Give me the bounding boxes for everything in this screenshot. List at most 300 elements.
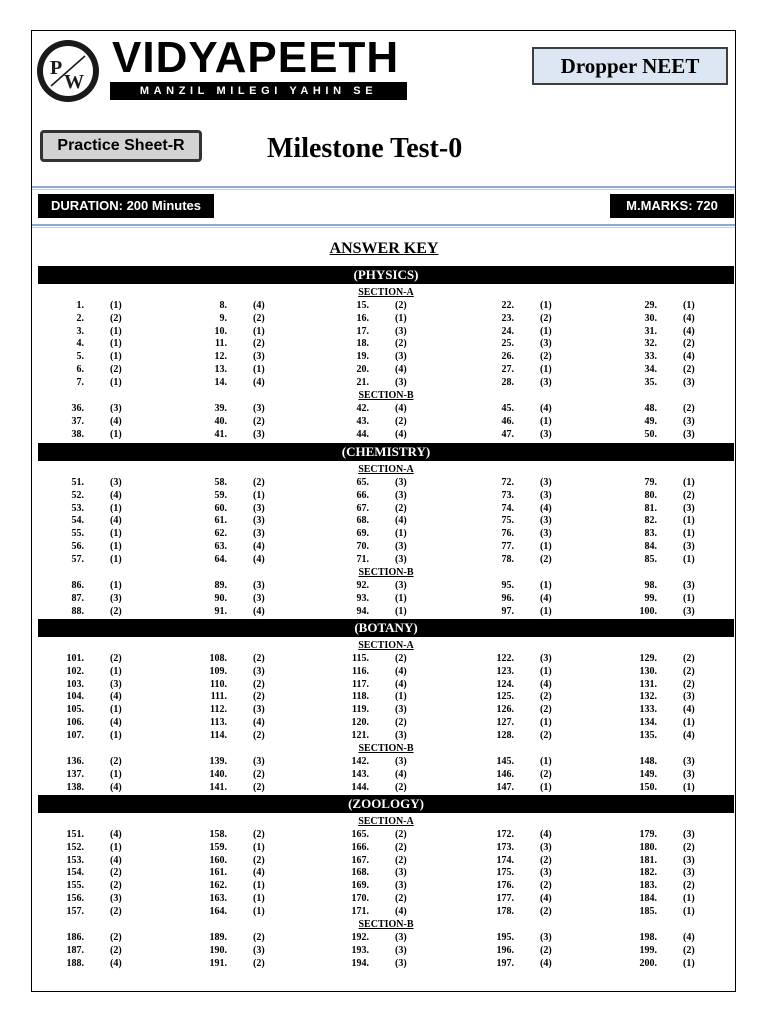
answer-option: (4) (540, 957, 552, 969)
answer-option: (3) (395, 580, 407, 592)
question-number: 192. (351, 932, 369, 944)
section-a-label: SECTION-A (358, 464, 414, 475)
answer-option: (3) (395, 477, 407, 488)
answer-option: (3) (683, 854, 695, 866)
question-number: 9. (219, 312, 227, 324)
answer-option: (3) (395, 325, 407, 337)
answer-option: (2) (540, 553, 552, 565)
question-number: 104. (66, 691, 84, 703)
question-number: 25. (501, 338, 514, 350)
answer-option: (3) (683, 376, 695, 388)
section-b-label: SECTION-B (358, 919, 414, 931)
answer-option: (1) (253, 905, 265, 917)
answer-option: (2) (253, 477, 265, 488)
question-number: 157. (66, 905, 84, 917)
question-number: 147. (496, 781, 514, 793)
question-number: 73. (501, 489, 514, 501)
question-number: 55. (71, 528, 84, 540)
question-number: 44. (356, 428, 369, 440)
answer-option: (1) (110, 580, 122, 592)
answer-option: (1) (683, 717, 695, 728)
question-number: 12. (214, 351, 227, 363)
question-number: 37. (71, 415, 84, 427)
header-divider-top-thin (32, 189, 735, 190)
answer-option: (1) (110, 665, 122, 677)
answer-option: (2) (395, 841, 407, 853)
question-number: 48. (644, 403, 657, 415)
question-number: 7. (76, 376, 84, 388)
question-number: 183. (639, 880, 657, 892)
section-a-label: SECTION-A (358, 287, 414, 298)
question-number: 151. (66, 829, 84, 840)
answer-option: (4) (110, 515, 122, 527)
question-number: 135. (639, 729, 657, 741)
answer-option: (2) (683, 944, 695, 956)
question-number: 181. (639, 854, 657, 866)
answer-option: (1) (540, 325, 552, 337)
answer-option: (2) (395, 781, 407, 793)
answer-option: (4) (683, 351, 695, 363)
question-number: 69. (356, 528, 369, 540)
answer-option: (2) (110, 905, 122, 917)
answer-option: (2) (253, 768, 265, 780)
answer-option: (2) (395, 893, 407, 904)
answer-option: (2) (540, 944, 552, 956)
question-number: 111. (210, 691, 227, 703)
question-number: 159. (209, 841, 227, 853)
question-number: 171. (351, 905, 369, 917)
answer-option: (3) (683, 580, 695, 592)
answer-option: (4) (540, 829, 552, 840)
answer-option: (2) (683, 489, 695, 501)
answer-option: (3) (110, 678, 122, 690)
question-number: 114. (210, 729, 227, 741)
question-number: 118. (352, 691, 369, 703)
answer-option: (2) (395, 338, 407, 350)
header-divider-top (32, 186, 735, 188)
question-number: 172. (496, 829, 514, 840)
question-number: 46. (501, 415, 514, 427)
subject-header-bar: (PHYSICS) (38, 266, 734, 284)
question-number: 189. (209, 932, 227, 944)
answer-option: (2) (540, 704, 552, 716)
batch-badge: Dropper NEET (532, 47, 728, 85)
question-number: 27. (501, 364, 514, 375)
question-number: 70. (356, 541, 369, 552)
answer-option: (3) (540, 528, 552, 540)
question-number: 140. (209, 768, 227, 780)
question-number: 150. (639, 781, 657, 793)
question-number: 72. (501, 477, 514, 488)
section-a-label: SECTION-A (358, 640, 414, 651)
answer-option: (3) (395, 867, 407, 879)
question-number: 10. (214, 325, 227, 337)
answer-key-title: ANSWER KEY (329, 240, 439, 257)
question-number: 41. (214, 428, 227, 440)
answer-option: (4) (395, 665, 407, 677)
question-number: 168. (351, 867, 369, 879)
answer-option: (3) (683, 867, 695, 879)
answer-option: (4) (540, 403, 552, 415)
answer-option: (3) (395, 351, 407, 363)
question-number: 167. (351, 854, 369, 866)
question-number: 63. (214, 541, 227, 552)
answer-option: (1) (110, 428, 122, 440)
answer-option: (3) (110, 477, 122, 488)
question-number: 136. (66, 756, 84, 768)
answer-option: (1) (395, 605, 407, 617)
question-number: 184. (639, 893, 657, 904)
answer-option: (3) (253, 944, 265, 956)
answer-option: (1) (110, 841, 122, 853)
question-number: 90. (214, 592, 227, 604)
answer-option: (4) (253, 605, 265, 617)
answer-option: (4) (683, 704, 695, 716)
question-number: 154. (66, 867, 84, 879)
question-number: 34. (644, 364, 657, 375)
question-number: 177. (496, 893, 514, 904)
question-number: 142. (351, 756, 369, 768)
answer-option: (2) (110, 312, 122, 324)
max-marks-box: M.MARKS: 720 (610, 194, 734, 218)
answer-option: (1) (110, 351, 122, 363)
question-number: 121. (351, 729, 369, 741)
answer-option: (1) (253, 325, 265, 337)
answer-option: (4) (110, 691, 122, 703)
answer-option: (2) (395, 829, 407, 840)
answer-option: (3) (253, 756, 265, 768)
answer-option: (1) (110, 300, 122, 311)
answer-option: (4) (540, 678, 552, 690)
answer-option: (3) (540, 841, 552, 853)
question-number: 116. (352, 665, 369, 677)
answer-option: (4) (253, 541, 265, 552)
answer-option: (3) (253, 515, 265, 527)
question-number: 91. (214, 605, 227, 617)
question-number: 81. (644, 502, 657, 514)
duration-box: DURATION: 200 Minutes (38, 194, 214, 218)
question-number: 52. (71, 489, 84, 501)
question-number: 43. (356, 415, 369, 427)
question-number: 86. (71, 580, 84, 592)
answer-option: (4) (253, 867, 265, 879)
answer-option: (2) (683, 678, 695, 690)
answer-option: (2) (683, 841, 695, 853)
answer-option: (1) (540, 665, 552, 677)
question-number: 106. (66, 717, 84, 728)
question-number: 126. (496, 704, 514, 716)
answer-option: (2) (253, 957, 265, 969)
question-number: 173. (496, 841, 514, 853)
question-number: 109. (209, 665, 227, 677)
question-number: 95. (501, 580, 514, 592)
question-number: 58. (214, 477, 227, 488)
question-number: 174. (496, 854, 514, 866)
question-number: 65. (356, 477, 369, 488)
answer-option: (3) (683, 605, 695, 617)
answer-option: (3) (540, 515, 552, 527)
answer-option: (3) (540, 428, 552, 440)
question-number: 59. (214, 489, 227, 501)
answer-option: (4) (395, 905, 407, 917)
question-number: 67. (356, 502, 369, 514)
question-number: 164. (209, 905, 227, 917)
question-number: 185. (639, 905, 657, 917)
question-number: 38. (71, 428, 84, 440)
answer-option: (3) (253, 351, 265, 363)
answer-option: (1) (253, 841, 265, 853)
question-number: 84. (644, 541, 657, 552)
answer-option: (1) (683, 553, 695, 565)
answer-option: (3) (540, 489, 552, 501)
question-number: 108. (209, 653, 227, 664)
question-number: 18. (356, 338, 369, 350)
question-number: 145. (496, 756, 514, 768)
question-number: 82. (644, 515, 657, 527)
answer-option: (2) (683, 403, 695, 415)
question-number: 113. (210, 717, 227, 728)
question-number: 162. (209, 880, 227, 892)
question-number: 21. (356, 376, 369, 388)
answer-option: (2) (110, 653, 122, 664)
answer-option: (3) (683, 756, 695, 768)
question-number: 19. (356, 351, 369, 363)
question-number: 180. (639, 841, 657, 853)
subject-header-bar: (ZOOLOGY) (38, 795, 734, 813)
answer-option: (3) (253, 428, 265, 440)
question-number: 132. (639, 691, 657, 703)
question-number: 100. (639, 605, 657, 617)
answer-option: (1) (683, 300, 695, 311)
answer-option: (1) (540, 717, 552, 728)
question-number: 98. (644, 580, 657, 592)
question-number: 39. (214, 403, 227, 415)
answer-option: (2) (395, 854, 407, 866)
answer-option: (3) (395, 729, 407, 741)
subject-header-bar: (CHEMISTRY) (38, 443, 734, 461)
answer-option: (2) (110, 605, 122, 617)
header-divider-bottom (32, 224, 735, 226)
question-number: 61. (214, 515, 227, 527)
answer-option: (3) (395, 541, 407, 552)
answer-option: (1) (683, 893, 695, 904)
test-title: Milestone Test-0 (267, 133, 463, 164)
answer-option: (2) (253, 415, 265, 427)
answer-option: (1) (683, 905, 695, 917)
question-number: 107. (66, 729, 84, 741)
question-number: 170. (351, 893, 369, 904)
svg-text:W: W (64, 71, 84, 93)
answer-option: (2) (253, 781, 265, 793)
answer-option: (3) (395, 553, 407, 565)
question-number: 182. (639, 867, 657, 879)
answer-option: (2) (253, 678, 265, 690)
answer-option: (2) (253, 854, 265, 866)
question-number: 66. (356, 489, 369, 501)
question-number: 130. (639, 665, 657, 677)
answer-option: (2) (253, 829, 265, 840)
question-number: 125. (496, 691, 514, 703)
answer-option: (3) (395, 704, 407, 716)
answer-option: (3) (253, 592, 265, 604)
question-number: 71. (356, 553, 369, 565)
question-number: 54. (71, 515, 84, 527)
question-number: 197. (496, 957, 514, 969)
question-number: 53. (71, 502, 84, 514)
question-number: 83. (644, 528, 657, 540)
question-number: 120. (351, 717, 369, 728)
answer-option: (2) (683, 338, 695, 350)
answer-option: (1) (540, 364, 552, 375)
question-number: 110. (210, 678, 227, 690)
answer-option: (3) (683, 502, 695, 514)
question-number: 50. (644, 428, 657, 440)
answer-option: (4) (540, 592, 552, 604)
answer-option: (2) (540, 854, 552, 866)
question-number: 24. (501, 325, 514, 337)
answer-option: (2) (683, 364, 695, 375)
question-number: 161. (209, 867, 227, 879)
answer-option: (2) (253, 312, 265, 324)
answer-option: (4) (683, 325, 695, 337)
answer-option: (1) (683, 515, 695, 527)
answer-option: (2) (395, 502, 407, 514)
question-number: 47. (501, 428, 514, 440)
question-number: 4. (76, 338, 84, 350)
answer-option: (4) (110, 489, 122, 501)
answer-option: (1) (540, 781, 552, 793)
question-number: 26. (501, 351, 514, 363)
question-number: 143. (351, 768, 369, 780)
question-number: 112. (210, 704, 227, 716)
svg-text:P: P (50, 57, 63, 79)
answer-option: (2) (253, 729, 265, 741)
answer-option: (2) (253, 338, 265, 350)
question-number: 87. (71, 592, 84, 604)
question-number: 78. (501, 553, 514, 565)
answer-option: (1) (540, 541, 552, 552)
question-number: 139. (209, 756, 227, 768)
section-b-label: SECTION-B (358, 743, 414, 755)
section-b-label: SECTION-B (358, 567, 414, 579)
question-number: 153. (66, 854, 84, 866)
answer-option: (4) (110, 781, 122, 793)
question-number: 80. (644, 489, 657, 501)
question-number: 17. (356, 325, 369, 337)
question-number: 14. (214, 376, 227, 388)
answer-option: (4) (253, 553, 265, 565)
answer-option: (3) (395, 957, 407, 969)
answer-option: (1) (683, 528, 695, 540)
question-number: 77. (501, 541, 514, 552)
answer-option: (1) (683, 477, 695, 488)
question-number: 75. (501, 515, 514, 527)
question-number: 105. (66, 704, 84, 716)
answer-option: (1) (540, 605, 552, 617)
question-number: 28. (501, 376, 514, 388)
answer-option: (3) (253, 528, 265, 540)
answer-option: (4) (253, 717, 265, 728)
question-number: 74. (501, 502, 514, 514)
question-number: 158. (209, 829, 227, 840)
question-number: 134. (639, 717, 657, 728)
answer-option: (3) (540, 338, 552, 350)
answer-option: (3) (110, 403, 122, 415)
question-number: 88. (71, 605, 84, 617)
subject-header-bar: (BOTANY) (38, 619, 734, 637)
question-number: 122. (496, 653, 514, 664)
answer-option: (3) (395, 376, 407, 388)
answer-option: (4) (683, 729, 695, 741)
question-number: 101. (66, 653, 84, 664)
answer-option: (2) (110, 932, 122, 944)
answer-option: (1) (540, 300, 552, 311)
question-number: 117. (352, 678, 369, 690)
answer-option: (1) (253, 880, 265, 892)
header-divider-bottom-thin (32, 227, 735, 228)
answer-option: (3) (683, 691, 695, 703)
answer-option: (3) (395, 489, 407, 501)
question-number: 163. (209, 893, 227, 904)
question-number: 178. (496, 905, 514, 917)
answer-option: (3) (683, 541, 695, 552)
answer-option: (1) (253, 893, 265, 904)
question-number: 199. (639, 944, 657, 956)
answer-option: (2) (540, 880, 552, 892)
question-number: 155. (66, 880, 84, 892)
answer-option: (2) (540, 691, 552, 703)
question-number: 96. (501, 592, 514, 604)
answer-option: (2) (110, 944, 122, 956)
question-number: 36. (71, 403, 84, 415)
question-number: 160. (209, 854, 227, 866)
answer-option: (3) (253, 580, 265, 592)
question-number: 102. (66, 665, 84, 677)
answer-option: (3) (395, 932, 407, 944)
question-number: 137. (66, 768, 84, 780)
answer-option: (3) (683, 415, 695, 427)
answer-option: (4) (110, 415, 122, 427)
question-number: 64. (214, 553, 227, 565)
answer-option: (2) (683, 665, 695, 677)
question-number: 175. (496, 867, 514, 879)
answer-option: (2) (110, 867, 122, 879)
answer-option: (3) (395, 944, 407, 956)
question-number: 128. (496, 729, 514, 741)
question-number: 200. (639, 957, 657, 969)
question-number: 149. (639, 768, 657, 780)
question-number: 62. (214, 528, 227, 540)
answer-option: (3) (110, 592, 122, 604)
question-number: 124. (496, 678, 514, 690)
answer-option: (3) (540, 653, 552, 664)
question-number: 146. (496, 768, 514, 780)
question-number: 60. (214, 502, 227, 514)
answer-option: (4) (253, 300, 265, 311)
answer-option: (1) (395, 312, 407, 324)
question-number: 22. (501, 300, 514, 311)
answer-option: (4) (253, 376, 265, 388)
answer-option: (2) (253, 653, 265, 664)
answer-option: (1) (395, 691, 407, 703)
question-number: 195. (496, 932, 514, 944)
question-number: 165. (351, 829, 369, 840)
sheet-label-badge: Practice Sheet-R (40, 130, 202, 162)
question-number: 187. (66, 944, 84, 956)
question-number: 94. (356, 605, 369, 617)
question-number: 186. (66, 932, 84, 944)
question-number: 31. (644, 325, 657, 337)
